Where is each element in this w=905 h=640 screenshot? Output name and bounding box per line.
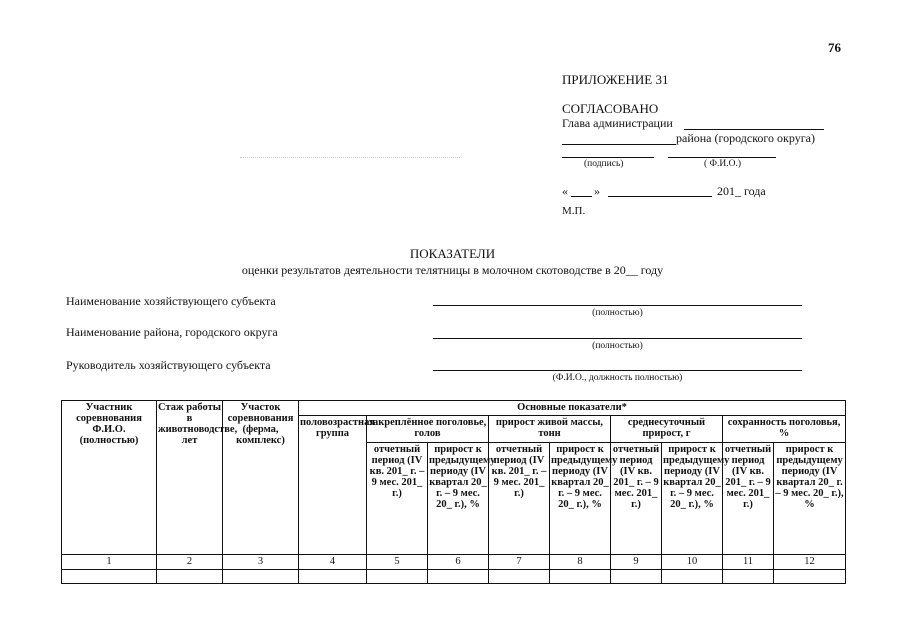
faint-dotted-line	[240, 157, 460, 158]
date-quote-close: »	[594, 184, 600, 198]
header-age-group: половозрастная группа	[299, 416, 367, 555]
header-site: Участок соревнования (ферма, комплекс)	[223, 401, 299, 555]
header-weight-growth: прирост к предыдущему периоду (IV квартал 20_ г. – 9 мес. 20_ г.), %	[550, 443, 611, 555]
table-cell	[62, 570, 157, 584]
column-number: 12	[774, 555, 846, 570]
table-cell	[223, 570, 299, 584]
district-blank-line	[562, 144, 676, 145]
document-title: ПОКАЗАТЕЛИ	[409, 246, 496, 261]
header-weight-gain: прирост живой массы, тонн	[489, 416, 611, 443]
field-district-line	[433, 338, 802, 339]
field-district-label: Наименование района, городского округа	[66, 325, 278, 339]
field-head-line	[433, 370, 802, 371]
stamp-label: М.П.	[562, 205, 586, 217]
header-daily-growth: прирост к предыдущему периоду (IV квартал 20_ г. – 9 мес. 20_ г.), %	[662, 443, 723, 555]
table-cell	[157, 570, 223, 584]
indicators-table	[61, 400, 846, 584]
header-main-indicators: Основные показатели*	[299, 401, 846, 416]
administration-blank-line	[684, 129, 824, 130]
agreed-label: СОГЛАСОВАНО	[562, 101, 659, 116]
header-daily-gain: среднесуточный прирост, г	[611, 416, 723, 443]
administration-head-line	[562, 116, 673, 131]
table-cell	[428, 570, 489, 584]
table-cell	[774, 570, 846, 584]
field-entity-line	[433, 305, 802, 306]
administration-head-label: Глава администрации	[562, 116, 673, 130]
column-number: 10	[662, 555, 723, 570]
signature-hint: (подпись)	[584, 159, 624, 169]
header-survival: сохранность поголовья, %	[723, 416, 846, 443]
table-cell	[489, 570, 550, 584]
table-row	[62, 570, 846, 584]
date-day-line	[571, 196, 592, 197]
header-experience: Стаж работы в животноводстве, лет	[157, 401, 223, 555]
name-line	[668, 157, 776, 158]
district-label: района (городского округа)	[676, 131, 815, 145]
date-month-line	[608, 196, 712, 197]
column-number: 1	[62, 555, 157, 570]
header-participant: Участник соревнования Ф.И.О. (полностью)	[62, 401, 157, 555]
appendix-title: ПРИЛОЖЕНИЕ 31	[562, 72, 669, 87]
header-livestock-period: отчетный период (IV кв. 201_ г. – 9 мес. 201_ г.)	[367, 443, 428, 555]
name-hint: ( Ф.И.О.)	[704, 159, 742, 169]
column-number: 4	[299, 555, 367, 570]
column-number: 11	[723, 555, 774, 570]
field-entity-hint: (полностью)	[592, 308, 643, 318]
header-daily-period: отчетный период (IV кв. 201_ г. – 9 мес. 201_ г.)	[611, 443, 662, 555]
column-number: 5	[367, 555, 428, 570]
signature-line	[562, 157, 654, 158]
column-number: 7	[489, 555, 550, 570]
column-number: 8	[550, 555, 611, 570]
column-numbers-row	[62, 555, 846, 570]
header-weight-period: отчетный период (IV кв. 201_ г. – 9 мес. 201_ г.)	[489, 443, 550, 555]
column-number: 3	[223, 555, 299, 570]
field-head-label: Руководитель хозяйствующего субъекта	[66, 358, 271, 372]
table-cell	[299, 570, 367, 584]
table-cell	[367, 570, 428, 584]
header-survival-growth: прирост к предыдущему периоду (IV квартал 20_ г. – 9 мес. 20_ г.), %	[774, 443, 846, 555]
column-number: 2	[157, 555, 223, 570]
table-cell	[550, 570, 611, 584]
date-year: 201_ года	[717, 184, 766, 198]
header-livestock-growth: прирост к предыдущему периоду (IV квартал 20_ г. – 9 мес. 20_ г.), %	[428, 443, 489, 555]
date-quote-open: «	[562, 184, 568, 198]
table-cell	[662, 570, 723, 584]
field-head-hint: (Ф.И.О., должность полностью)	[552, 373, 683, 383]
page-number: 76	[828, 40, 841, 55]
header-survival-period: отчетный период (IV кв. 201_ г. – 9 мес. 201_ г.)	[723, 443, 774, 555]
table-cell	[723, 570, 774, 584]
document-subtitle: оценки результатов деятельности телятницы в молочном скотоводстве в 20__ году	[241, 263, 664, 277]
table-cell	[611, 570, 662, 584]
header-livestock: закреплённое поголовье, голов	[367, 416, 489, 443]
column-number: 9	[611, 555, 662, 570]
field-entity-label: Наименование хозяйствующего субъекта	[66, 294, 276, 308]
field-district-hint: (полностью)	[592, 341, 643, 351]
column-number: 6	[428, 555, 489, 570]
